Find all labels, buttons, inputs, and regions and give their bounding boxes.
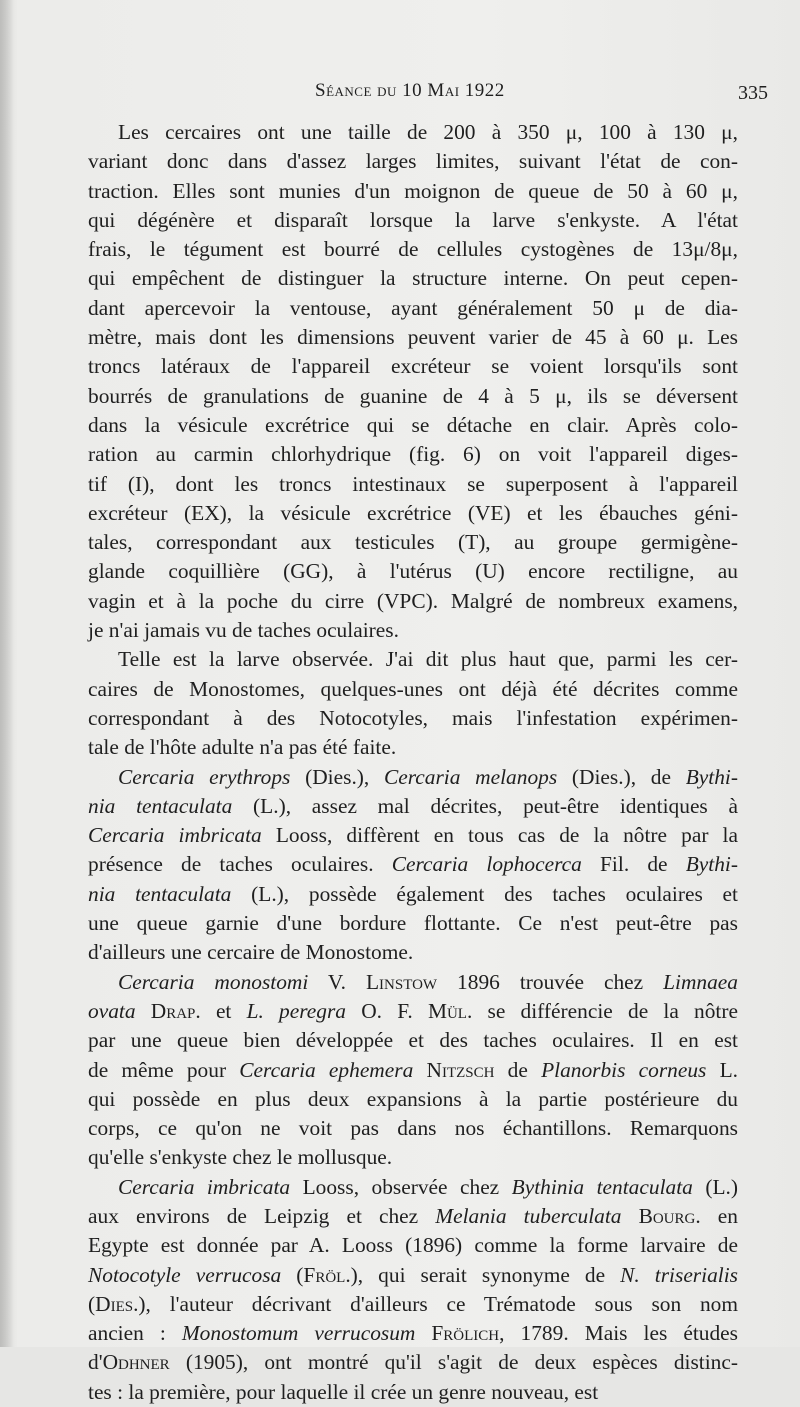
text-line: dans la vésicule excrétrice qui se détache en clair. Après colo-	[88, 412, 738, 437]
binding-shadow	[0, 0, 14, 1347]
text-line: de même pour Cercaria ephemera Nitzsch de Planorbis corneus L.	[88, 1057, 738, 1082]
text-line: tif (I), dont les troncs intestinaux se superposent à l'appareil	[88, 471, 738, 496]
text-line: qui empêchent de distinguer la structure interne. On peut cepen-	[88, 266, 738, 291]
text-line: qu'elle s'enkyste chez le mollusque.	[88, 1145, 393, 1170]
running-head	[0, 80, 800, 110]
text-line: excréteur (EX), la vésicule excrétrice (VE) et les ébauches géni-	[88, 500, 738, 525]
text-line: Cercaria erythrops (Dies.), Cercaria melanops (Dies.), de Bythi-	[118, 764, 738, 789]
paragraph	[88, 645, 738, 762]
text-line: corps, ce qu'on ne voit pas dans nos échantillons. Remarquons	[88, 1116, 738, 1141]
text-line: Notocotyle verrucosa (Fröl.), qui serait synonyme de N. triserialis	[88, 1262, 738, 1287]
text-line: Cercaria imbricata Looss, observée chez Bythinia tentaculata (L.)	[118, 1174, 738, 1199]
paragraph	[88, 1173, 738, 1407]
text-line: d'Odhner (1905), ont montré qu'il s'agit de deux espèces distinc-	[88, 1350, 738, 1375]
text-line: frais, le tégument est bourré de cellules cystogènes de 13μ/8μ,	[88, 237, 738, 262]
text-line: troncs latéraux de l'appareil excréteur se voient lorsqu'ils sont	[88, 354, 738, 379]
text-line: bourrés de granulations de guanine de 4 à 5 μ, ils se déversent	[88, 383, 738, 408]
text-line: présence de taches oculaires. Cercaria lophocerca Fil. de Bythi-	[88, 852, 738, 877]
text-line: ration au carmin chlorhydrique (fig. 6) on voit l'appareil diges-	[88, 442, 738, 467]
text-line: vagin et à la poche du cirre (VPC). Malgré de nombreux examens,	[88, 588, 738, 613]
text-line: Cercaria imbricata Looss, diffèrent en tous cas de la nôtre par la	[88, 823, 738, 848]
text-line: traction. Elles sont munies d'un moignon de queue de 50 à 60 μ,	[88, 178, 738, 203]
text-line: tes : la première, pour laquelle il crée un genre nouveau, est	[88, 1379, 599, 1404]
paragraph	[88, 763, 738, 968]
paragraph	[88, 968, 738, 1173]
text-line: une queue garnie d'une bordure flottante. Ce n'est peut-être pas	[88, 911, 738, 936]
text-line: nia tentaculata (L.), possède également des taches oculaires et	[88, 881, 738, 906]
text-line: je n'ai jamais vu de taches oculaires.	[88, 618, 399, 643]
text-line: qui possède en plus deux expansions à la partie postérieure du	[88, 1086, 738, 1111]
text-line: Cercaria monostomi V. Linstow 1896 trouvée chez Limnaea	[118, 969, 738, 994]
text-line: caires de Monostomes, quelques-unes ont déjà été décrites comme	[88, 676, 738, 701]
running-head-title: Séance du 10 Mai 1922	[315, 80, 505, 101]
text-line: Les cercaires ont une taille de 200 à 350 μ, 100 à 130 μ,	[118, 120, 738, 144]
text-line: aux environs de Leipzig et chez Melania tuberculata Bourg. en	[88, 1203, 738, 1228]
text-line: mètre, mais dont les dimensions peuvent varier de 45 à 60 μ. Les	[88, 325, 738, 350]
text-line: ovata Drap. et L. peregra O. F. Mül. se différencie de la nôtre	[88, 998, 738, 1023]
text-line: tale de l'hôte adulte n'a pas été faite.	[88, 735, 397, 760]
text-line: glande coquillière (GG), à l'utérus (U) encore rectiligne, au	[88, 559, 738, 584]
text-line: correspondant à des Notocotyles, mais l'infestation expérimen-	[88, 705, 738, 730]
text-line: nia tentaculata (L.), assez mal décrites, peut-être identiques à	[88, 793, 738, 818]
text-line: Telle est la larve observée. J'ai dit plus haut que, parmi les cer-	[118, 647, 738, 672]
text-line: ancien : Monostomum verrucosum Frölich, 1789. Mais les études	[88, 1321, 738, 1346]
text-line: d'ailleurs une cercaire de Monostome.	[88, 940, 414, 965]
page-number: 335	[738, 82, 768, 104]
text-line: Egypte est donnée par A. Looss (1896) comme la forme larvaire de	[88, 1233, 738, 1258]
text-line: qui dégénère et disparaît lorsque la larve s'enkyste. A l'état	[88, 207, 738, 232]
text-line: variant donc dans d'assez larges limites, suivant l'état de con-	[88, 149, 738, 174]
text-line: tales, correspondant aux testicules (T), au groupe germigène-	[88, 530, 738, 555]
body-text	[88, 118, 738, 1407]
text-line: dant apercevoir la ventouse, ayant généralement 50 μ de dia-	[88, 295, 738, 320]
text-line: par une queue bien développée et des taches oculaires. Il en est	[88, 1028, 738, 1053]
paragraph	[88, 118, 738, 645]
text-line: (Dies.), l'auteur décrivant d'ailleurs ce Trématode sous son nom	[88, 1291, 738, 1316]
